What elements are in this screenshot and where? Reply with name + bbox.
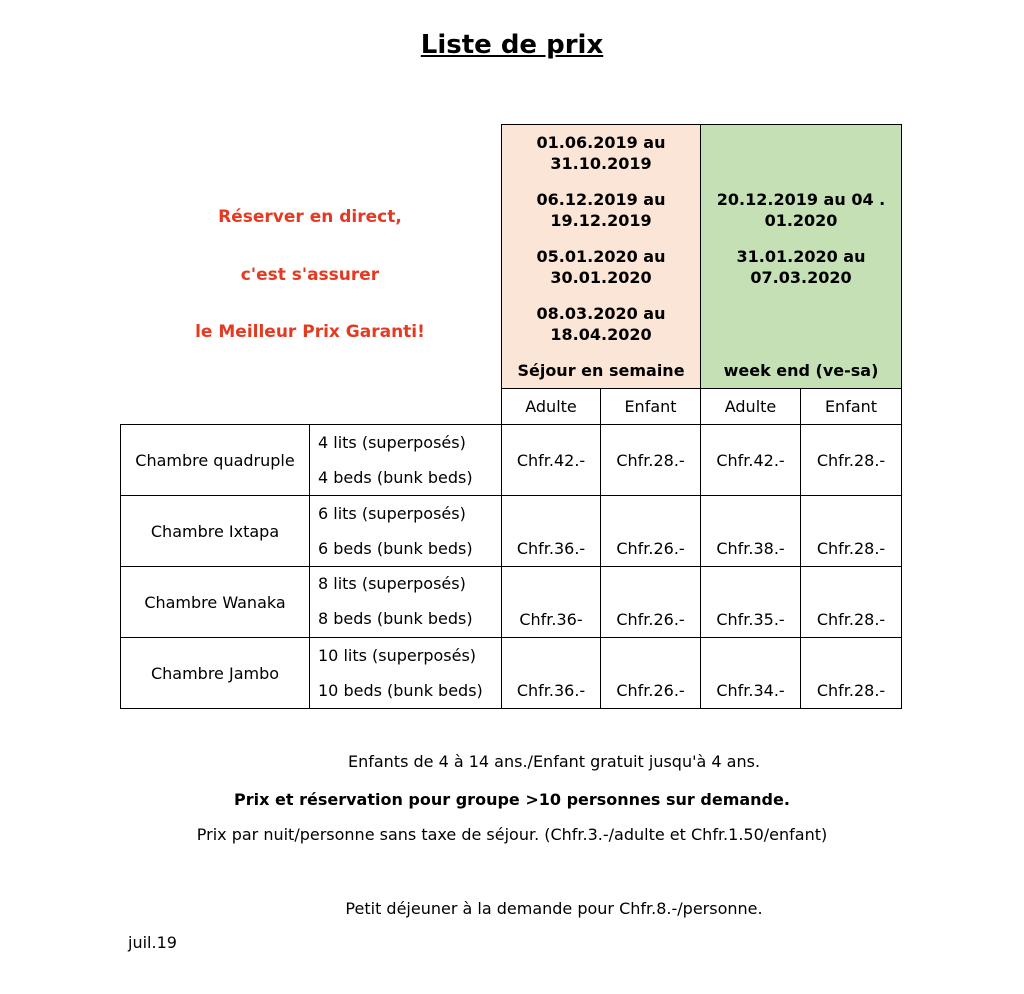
room-beds: [309, 637, 502, 709]
price-cell: Chfr.28.-: [800, 495, 902, 567]
period-3: 05.01.2020 au 30.01.2020: [536, 247, 666, 287]
beds-en: 4 beds (bunk beds): [318, 468, 473, 487]
price-cell: Chfr.28.-: [600, 424, 701, 496]
promo-line-3: le Meilleur Prix Garanti!: [195, 322, 425, 342]
price-cell: Chfr.28.-: [800, 637, 902, 709]
price-cell: Chfr.42.-: [501, 424, 601, 496]
col-header-child-weekend: Enfant: [800, 388, 902, 425]
beds-en: 6 beds (bunk beds): [318, 539, 473, 558]
promo-line-1: Réserver en direct,: [218, 207, 402, 227]
col-header-adult-weekday: Adulte: [501, 388, 601, 425]
room-beds: [309, 424, 502, 496]
period-4: 08.03.2020 au 18.04.2020: [536, 304, 666, 344]
season-label-weekend: week end (ve-sa): [723, 361, 879, 380]
page-title: Liste de prix: [420, 30, 604, 60]
period-1: 01.06.2019 au 31.10.2019: [536, 133, 666, 173]
price-cell: Chfr.35.-: [700, 566, 801, 638]
note-group: Prix et réservation pour groupe >10 personnes sur demande.: [234, 790, 790, 809]
promo-line-2: c'est s'assurer: [240, 265, 380, 285]
document-date: juil.19: [128, 933, 177, 952]
note-children: Enfants de 4 à 14 ans./Enfant gratuit jusqu'à 4 ans.: [347, 752, 761, 771]
price-cell: Chfr.26.-: [600, 495, 701, 567]
season-weekend-header: [700, 124, 902, 389]
room-name: Chambre Wanaka: [120, 566, 310, 638]
price-cell: Chfr.38.-: [700, 495, 801, 567]
room-name: Chambre Ixtapa: [120, 495, 310, 567]
beds-fr: 6 lits (superposés): [318, 504, 466, 523]
beds-en: 10 beds (bunk beds): [318, 681, 483, 700]
price-cell: Chfr.26.-: [600, 637, 701, 709]
room-beds: [309, 566, 502, 638]
room-beds: [309, 495, 502, 567]
season-weekday-header: [501, 124, 701, 389]
beds-fr: 4 lits (superposés): [318, 433, 466, 452]
col-header-child-weekday: Enfant: [600, 388, 701, 425]
beds-fr: 8 lits (superposés): [318, 574, 466, 593]
price-cell: Chfr.36-: [501, 566, 601, 638]
period-6: 31.01.2020 au 07.03.2020: [736, 247, 866, 287]
room-name: Chambre quadruple: [120, 424, 310, 496]
period-2: 06.12.2019 au 19.12.2019: [536, 190, 666, 230]
price-cell: Chfr.36.-: [501, 495, 601, 567]
beds-fr: 10 lits (superposés): [318, 646, 477, 665]
price-cell: Chfr.28.-: [800, 566, 902, 638]
price-cell: Chfr.36.-: [501, 637, 601, 709]
note-breakfast: Petit déjeuner à la demande pour Chfr.8.-/personne.: [345, 899, 763, 918]
period-5: 20.12.2019 au 04 . 01.2020: [716, 190, 886, 230]
room-name: Chambre Jambo: [120, 637, 310, 709]
beds-en: 8 beds (bunk beds): [318, 609, 473, 628]
price-cell: Chfr.42.-: [700, 424, 801, 496]
price-cell: Chfr.26.-: [600, 566, 701, 638]
note-tax: Prix par nuit/personne sans taxe de séjour. (Chfr.3.-/adulte et Chfr.1.50/enfant): [196, 825, 828, 844]
col-header-adult-weekend: Adulte: [700, 388, 801, 425]
price-cell: Chfr.28.-: [800, 424, 902, 496]
price-cell: Chfr.34.-: [700, 637, 801, 709]
season-label-weekday: Séjour en semaine: [517, 361, 685, 380]
